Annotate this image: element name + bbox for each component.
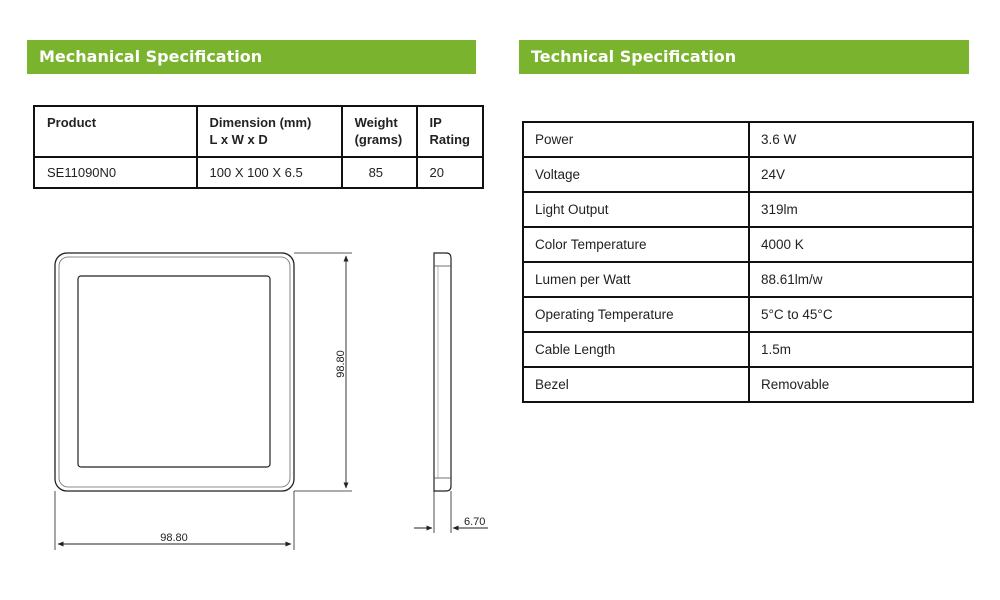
cell-product: SE11090N0 — [34, 157, 197, 188]
bezel-edge — [59, 257, 290, 487]
cell-weight: 85 — [342, 157, 417, 188]
header-weight-line2: (grams) — [354, 132, 403, 147]
width-dimension — [55, 491, 294, 550]
header-dimension-line1: Dimension (mm) — [209, 115, 312, 130]
side-profile — [434, 253, 451, 491]
spec-label: Light Output — [523, 192, 749, 227]
cell-ip: 20 — [417, 157, 483, 188]
spec-label: Power — [523, 122, 749, 157]
header-ip-line1: IP — [429, 115, 442, 130]
spec-value: 5°C to 45°C — [749, 297, 973, 332]
technical-spec-title: Technical Specification — [531, 47, 737, 66]
cell-dimension: 100 X 100 X 6.5 — [197, 157, 342, 188]
spec-value: 24V — [749, 157, 973, 192]
spec-label: Cable Length — [523, 332, 749, 367]
header-ip-line2: Rating — [429, 132, 470, 147]
spec-label: Lumen per Watt — [523, 262, 749, 297]
header-product-label: Product — [47, 115, 97, 130]
depth-dimension — [414, 491, 488, 533]
front-view — [55, 253, 294, 491]
outer-frame — [55, 253, 294, 491]
spec-label: Bezel — [523, 367, 749, 402]
spec-value: 1.5m — [749, 332, 973, 367]
spec-value: 88.61lm/w — [749, 262, 973, 297]
header-dimension-line2: L x W x D — [209, 132, 268, 147]
spec-label: Voltage — [523, 157, 749, 192]
height-dimension — [294, 253, 352, 491]
light-panel — [78, 276, 270, 467]
width-dimension-label: 98.80 — [160, 532, 188, 544]
height-dimension-label: 98.80 — [335, 350, 347, 378]
depth-dimension-label: 6.70 — [464, 516, 486, 528]
spec-value: 3.6 W — [749, 122, 973, 157]
spec-value: 319lm — [749, 192, 973, 227]
spec-label: Operating Temperature — [523, 297, 749, 332]
spec-value: 4000 K — [749, 227, 973, 262]
spec-value: Removable — [749, 367, 973, 402]
side-view — [434, 253, 451, 491]
header-weight-line1: Weight — [354, 115, 398, 130]
mechanical-spec-title: Mechanical Specification — [39, 47, 263, 66]
spec-label: Color Temperature — [523, 227, 749, 262]
